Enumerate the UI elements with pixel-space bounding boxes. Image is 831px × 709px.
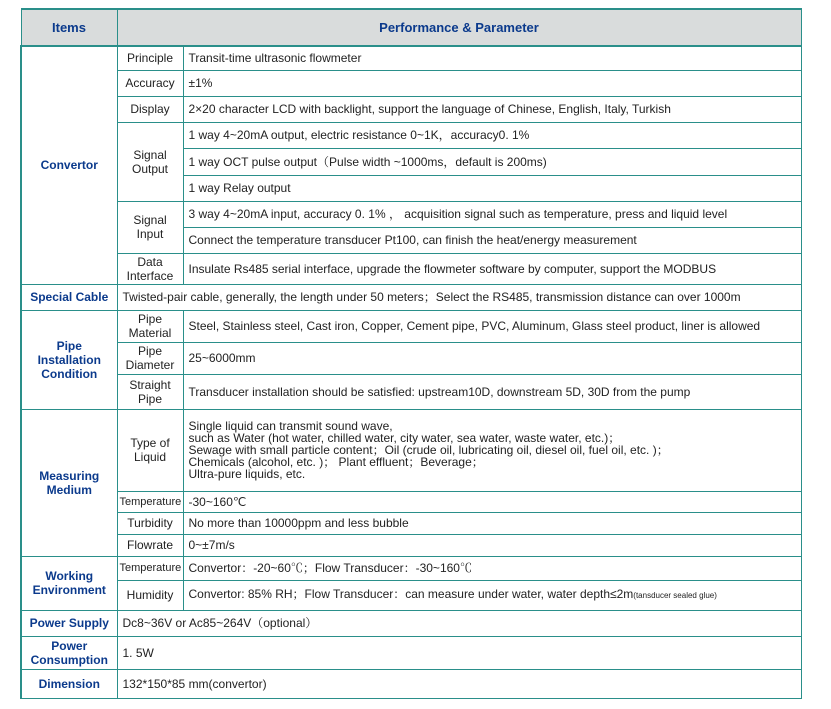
sub-medium-temperature: Temperature	[117, 491, 183, 512]
category-power-consumption-line1: Power	[51, 638, 88, 653]
value-signal-output-3: 1 way Relay output	[183, 175, 801, 201]
sub-straight-pipe	[117, 374, 183, 409]
liquid-line-5: Ultra-pure liquids, etc.	[188, 467, 306, 481]
performance-header: Performance & Parameter	[117, 9, 801, 46]
liquid-line-2: such as Water (hot water, chilled water, city water, sea water, waste water, etc.)；	[188, 431, 621, 445]
sub-type-of-liquid	[117, 409, 183, 491]
sub-signal-input-line2: Input	[136, 227, 164, 241]
humidity-main: Convertor: 85% RH；Flow Transducer：can measure under water, water depth≤2m	[188, 587, 634, 601]
sub-pipe-material-line1: Pipe	[137, 312, 163, 326]
table-row	[21, 512, 801, 534]
table-row	[21, 374, 801, 409]
sub-straight-pipe-line2: Pipe	[137, 391, 163, 406]
table-row	[21, 491, 801, 512]
category-dimension: Dimension	[21, 669, 117, 698]
value-straight-pipe: Transducer installation should be satisfied: upstream10D, downstream 5D, 30D from the pump	[183, 374, 801, 409]
items-header: Items	[21, 9, 117, 46]
category-pipe-line2: Installation	[37, 352, 101, 367]
sub-flowrate: Flowrate	[117, 534, 183, 556]
category-convertor: Convertor	[21, 46, 117, 284]
table-row	[21, 46, 801, 70]
value-pipe-diameter: 25~6000mm	[183, 342, 801, 374]
table-row	[21, 610, 801, 636]
value-env-temperature: Convertor：-20~60℃；Flow Transducer：-30~160℃	[183, 556, 801, 580]
sub-pipe-material-line2: Material	[128, 326, 172, 340]
sub-type-of-liquid-line1: Type of	[130, 436, 170, 450]
table-row	[21, 342, 801, 374]
sub-data-interface-line1: Data	[137, 254, 163, 269]
category-measuring-medium	[21, 409, 117, 556]
sub-data-interface	[117, 253, 183, 284]
value-data-interface: Insulate Rs485 serial interface, upgrade the flowmeter software by computer, support the MODBUS	[183, 253, 801, 284]
category-power-consumption-line2: Consumption	[30, 652, 108, 667]
value-signal-input-2: Connect the temperature transducer Pt100, can finish the heat/energy measurement	[183, 227, 801, 253]
category-medium-line2: Medium	[46, 482, 92, 497]
table-row	[21, 409, 801, 491]
category-working-environment	[21, 556, 117, 610]
category-env-line1: Working	[45, 569, 94, 583]
value-accuracy: ±1%	[183, 70, 801, 96]
value-power-consumption: 1. 5W	[117, 636, 801, 669]
value-signal-output-2: 1 way OCT pulse output（Pulse width ~1000ms，default is 200ms)	[183, 148, 801, 175]
liquid-line-4: Chemicals (alcohol, etc. )； Plant effluent；Beverage；	[188, 455, 484, 469]
value-principle: Transit-time ultrasonic flowmeter	[183, 46, 801, 70]
sub-signal-output-line1: Signal	[133, 147, 167, 162]
table-row	[21, 636, 801, 669]
category-power-supply: Power Supply	[21, 610, 117, 636]
sub-pipe-material	[117, 310, 183, 342]
value-pipe-material: Steel, Stainless steel, Cast iron, Copper, Cement pipe, PVC, Aluminum, Glass steel product, liner is allowed	[183, 310, 801, 342]
table-row	[21, 310, 801, 342]
category-special-cable: Special Cable	[21, 284, 117, 310]
value-dimension: 132*150*85 mm(convertor)	[117, 669, 801, 698]
table-row	[21, 201, 801, 227]
table-row	[21, 556, 801, 580]
table-row	[21, 284, 801, 310]
sub-display: Display	[117, 96, 183, 122]
sub-pipe-diameter	[117, 342, 183, 374]
liquid-line-3: Sewage with small particle content；Oil (crude oil, lubricating oil, diesel oil, fuel oil, etc. )；	[188, 443, 669, 457]
category-pipe-installation	[21, 310, 117, 409]
value-flowrate: 0~±7m/s	[183, 534, 801, 556]
value-humidity	[183, 580, 801, 610]
category-pipe-line1: Pipe	[56, 338, 82, 353]
sub-signal-output	[117, 122, 183, 201]
category-pipe-line3: Condition	[41, 366, 98, 381]
sub-signal-input-line1: Signal	[133, 213, 167, 227]
liquid-line-1: Single liquid can transmit sound wave,	[188, 419, 393, 433]
table-row	[21, 580, 801, 610]
sub-turbidity: Turbidity	[117, 512, 183, 534]
sub-type-of-liquid-line2: Liquid	[133, 450, 167, 464]
table-header-row	[21, 9, 801, 46]
value-signal-output-1: 1 way 4~20mA output, electric resistance 0~1K，accuracy0. 1%	[183, 122, 801, 148]
spec-table	[20, 8, 802, 699]
value-special-cable: Twisted-pair cable, generally, the length under 50 meters；Select the RS485, transmission distance can over 1000m	[117, 284, 801, 310]
sub-accuracy: Accuracy	[117, 70, 183, 96]
sub-principle: Principle	[117, 46, 183, 70]
table-row	[21, 96, 801, 122]
category-medium-line1: Measuring	[39, 468, 100, 483]
sub-signal-input	[117, 201, 183, 253]
sub-straight-pipe-line1: Straight	[129, 377, 171, 392]
table-row	[21, 534, 801, 556]
sub-pipe-diameter-line1: Pipe	[137, 344, 163, 358]
table-row	[21, 669, 801, 698]
value-medium-temperature: -30~160℃	[183, 491, 801, 512]
sub-signal-output-line2: Output	[131, 161, 169, 176]
humidity-note: (tansducer sealed glue)	[633, 591, 717, 600]
table-row	[21, 122, 801, 148]
table-row	[21, 70, 801, 96]
table-row	[21, 253, 801, 284]
value-turbidity: No more than 10000ppm and less bubble	[183, 512, 801, 534]
category-env-line2: Environment	[32, 583, 106, 597]
sub-pipe-diameter-line2: Diameter	[125, 358, 175, 372]
sub-env-temperature: Temperature	[117, 556, 183, 580]
category-power-consumption	[21, 636, 117, 669]
value-power-supply: Dc8~36V or Ac85~264V（optional）	[117, 610, 801, 636]
sub-data-interface-line2: Interface	[126, 268, 174, 283]
value-signal-input-1: 3 way 4~20mA input, accuracy 0. 1% ， acquisition signal such as temperature, press and liquid level	[183, 201, 801, 227]
value-type-of-liquid	[183, 409, 801, 491]
value-display: 2×20 character LCD with backlight, support the language of Chinese, English, Italy, Turkish	[183, 96, 801, 122]
sub-humidity: Humidity	[117, 580, 183, 610]
